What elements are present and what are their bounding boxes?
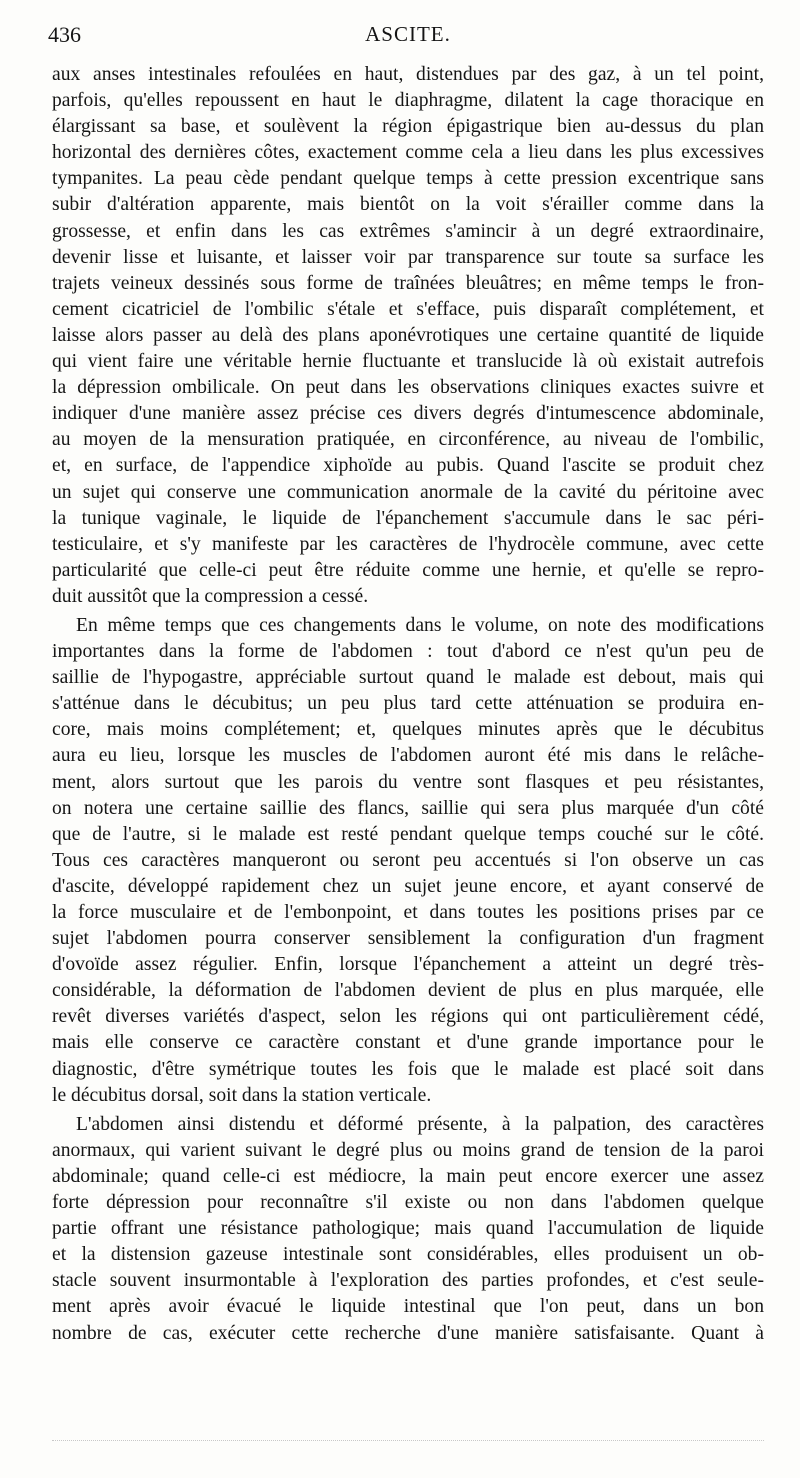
text-line: nombre de cas, exécuter cette recherche d'une manière satisfaisante. Quant à [52, 1322, 764, 1344]
page-body [52, 62, 764, 1347]
text-line: au moyen de la mensuration pratiquée, en circonférence, au niveau de l'ombilic, [52, 429, 764, 451]
text-line: s'atténue dans le décubitus; un peu plus tard cette atténuation se produira en- [52, 693, 764, 715]
text-line: d'ascite, développé rapidement chez un sujet jeune encore, et ayant conservé de [52, 875, 764, 897]
text-line: Tous ces caractères manqueront ou seront peu accentués si l'on observe un cas [52, 849, 764, 871]
text-line: subir d'altération apparente, mais bientôt on la voit s'érailler comme dans la [52, 194, 764, 216]
text-line: la force musculaire et de l'embonpoint, et dans toutes les positions prises par ce [52, 902, 764, 923]
text-line: considérable, la déformation de l'abdomen devient de plus en plus marquée, elle [52, 980, 764, 1002]
text-line: testiculaire, et s'y manifeste par les caractères de l'hydrocèle commune, avec cette [52, 533, 764, 555]
text-line: trajets veineux dessinés sous forme de traînées bleuâtres; en même temps le fron- [52, 272, 764, 294]
text-line: devenir lisse et luisante, et laisser voir par transparence sur toute sa surface les [52, 246, 764, 268]
text-line: saillie de l'hypogastre, appréciable surtout quand le malade est debout, mais qui [52, 667, 764, 689]
text-line: un sujet qui conserve une communication anormale de la cavité du péritoine avec [52, 481, 764, 503]
text-line: En même temps que ces changements dans le volume, on note des modifications [76, 614, 764, 636]
text-line: duit aussitôt que la compression a cessé. [52, 585, 369, 607]
text-line: horizontal des dernières côtes, exactement comme cela a lieu dans les plus excessives [52, 142, 764, 164]
running-title: ASCITE. [365, 22, 451, 46]
text-line: particularité que celle-ci peut être réduite comme une hernie, et qu'elle se repro- [52, 559, 764, 581]
text-line: d'ovoïde assez régulier. Enfin, lorsque l'épanchement a atteint un degré très- [52, 954, 764, 976]
text-line: aura eu lieu, lorsque les muscles de l'abdomen auront été mis dans le relâche- [52, 745, 764, 767]
text-line: anormaux, qui varient suivant le degré plus ou moins grand de tension de la paroi [52, 1139, 764, 1161]
text-line: indiquer d'une manière assez précise ces divers degrés d'intumescence abdominale, [52, 403, 764, 425]
text-line: partie offrant une résistance pathologique; mais quand l'accumulation de liquide [52, 1218, 764, 1240]
text-line: le décubitus dorsal, soit dans la station verticale. [52, 1084, 432, 1106]
text-line: abdominale; quand celle-ci est médiocre, la main peut encore exercer une assez [52, 1165, 764, 1187]
text-line: la dépression ombilicale. On peut dans les observations cliniques exactes suivre et [52, 377, 764, 399]
text-line: importantes dans la forme de l'abdomen : tout d'abord ce n'est qu'un peu de [52, 641, 764, 663]
paragraph-2 [52, 613, 764, 1109]
text-line: laisse alors passer au delà des plans aponévrotiques une certaine quantité de liquide [52, 324, 764, 346]
text-line: et la distension gazeuse intestinale sont considérables, elles produisent un ob- [52, 1244, 764, 1266]
text-line: tympanites. La peau cède pendant quelque temps à cette pression excentrique sans [52, 168, 764, 190]
text-line: diagnostic, d'être symétrique toutes les fois que le malade est placé soit dans [52, 1058, 764, 1080]
text-line: forte dépression pour reconnaître s'il existe ou non dans l'abdomen quelque [52, 1192, 764, 1214]
paragraph-1 [52, 62, 764, 610]
text-line: ment, alors surtout que les parois du ventre sont flasques et peu résistantes, [52, 771, 764, 793]
text-line: que de l'autre, si le malade est resté pendant quelque temps couché sur le côté. [52, 823, 764, 845]
text-line: et, en surface, de l'appendice xiphoïde au pubis. Quand l'ascite se produit chez [52, 455, 764, 477]
text-line: cement cicatriciel de l'ombilic s'étale et s'efface, puis disparaît complétement, et [52, 298, 764, 320]
text-line: stacle souvent insurmontable à l'exploration des parties profondes, et c'est seule- [52, 1270, 764, 1292]
text-line: élargissant sa base, et soulèvent la région épigastrique bien au-dessus du plan [52, 116, 764, 138]
text-line: mais elle conserve ce caractère constant et d'une grande importance pour le [52, 1032, 764, 1054]
text-line: grossesse, et enfin dans les cas extrêmes s'amincir à un degré extraordinaire, [52, 220, 764, 242]
text-line: parfois, qu'elles repoussent en haut le diaphragme, dilatent la cage thoracique en [52, 90, 764, 112]
text-line: qui vient faire une véritable hernie fluctuante et translucide là où existait autrefois [52, 351, 764, 373]
page-header [48, 22, 768, 52]
paragraph-3 [52, 1112, 764, 1347]
text-line: on notera une certaine saillie des flancs, saillie qui sera plus marquée d'un côté [52, 797, 764, 819]
text-line: ment après avoir évacué le liquide intestinal que l'on peut, dans un bon [52, 1296, 764, 1318]
footer-rule [52, 1440, 764, 1442]
text-line: L'abdomen ainsi distendu et déformé présente, à la palpation, des caractères [76, 1113, 764, 1135]
text-line: la tunique vaginale, le liquide de l'épanchement s'accumule dans le sac péri- [52, 507, 764, 529]
text-line: aux anses intestinales refoulées en haut, distendues par des gaz, à un tel point, [52, 64, 764, 85]
text-line: sujet l'abdomen pourra conserver sensiblement la configuration d'un fragment [52, 928, 764, 950]
page-number: 436 [48, 22, 81, 47]
text-line: revêt diverses variétés d'aspect, selon les régions qui ont particulièrement cédé, [52, 1006, 764, 1028]
text-line: core, mais moins complétement; et, quelques minutes après que le décubitus [52, 719, 764, 741]
